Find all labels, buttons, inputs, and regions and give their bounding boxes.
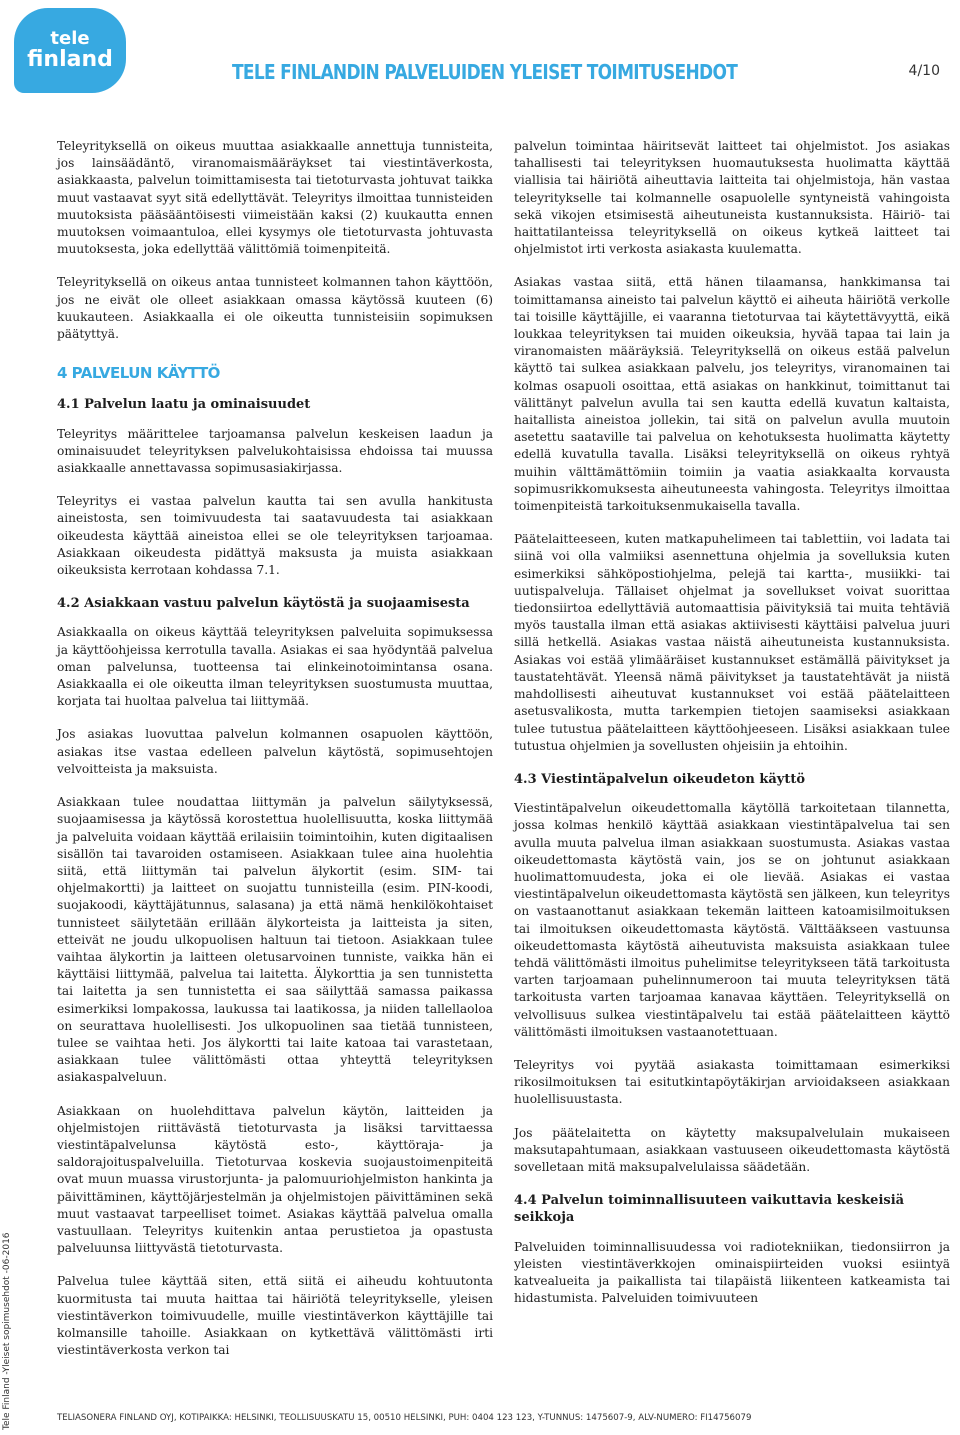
paragraph: Viestintäpalvelun oikeudettomalla käytöllä tarkoitetaan tilannetta, jossa kolmas henkilö käyttää asiakkaan viestintäpalvelua tai sen avulla muuta palvelua ilman asiakkaan suostumusta. Asiakas vastaa oikeudettomasta käytöstä vain, jos se on johtunut asiakkaan huolimattomuudesta, joka ei ole lievää. Asiakas ei vastaa viestintäpalvelun oikeudettomasta käytöstä sen jälkeen, kun teleyritys on vastaanottanut asiakkaan tekemän laitteen katoamisilmoituksen tai ilmoituksen oikeudettomasta käytöstä. Välttääkseen vastuunsa oikeudettomasta käytöstä aiheutuvista maksuista asiakkaan tulee tehdä välittömästi ilmoitus puhelimitse teleyritykseen tätä tarkoitusta varten tarjoamaan puhelinnumeroon tai muuta teleyrityksen tätä tarkoitusta varten tarjoamaa kanavaa käyttäen. Teleyrityksellä on velvollisuus sulkea viestintäpalvelu tai estää päätelaitteen käyttö välittömästi ilmoituksen vastaanotettuaan.	[514, 801, 950, 1039]
company-footer: TELIASONERA FINLAND OYJ, KOTIPAIKKA: HELSINKI, TEOLLISUUSKATU 15, 00510 HELSINKI, PUH: 0404 123 123, Y-TUNNUS: 1475607-9, ALV-NUMERO: FI14756079	[57, 1413, 752, 1423]
paragraph: Päätelaitteeseen, kuten matkapuhelimeen tai tablettiin, voi ladata tai siinä voi olla valmiiksi asennettuna ohjelmia ja sovelluksia kuten esimerkiksi sähköpostiohjelma, pelejä tai kartta-, musiikki- tai uutispalveluja. Tällaiset ohjelmat ja sovellukset voivat suorittaa tiedonsiirtoa edellyttäviä automaattisia päivityksiä tai muita tehtäviä myös taustalla ilman että asiakas aktiivisesti käyttäisi palvelua juuri sillä hetkellä. Asiakas vastaa näistä aiheutuneista kustannuksista. Asiakas voi estää ylimääräiset kustannukset estämällä päivitykset ja taustatehtävät. Yleensä nämä päivitykset ja taustatehtävät ja niistä mahdollisesti aiheutuvat kustannukset voi estää päätelaitteen asetusvalikosta, mutta tarkempien tietojen saamiseksi asiakkaan tulee tutustua päätelaitteen käyttöohjeeseen. Lisäksi asiakkaan tulee tutustua ohjelmien ja sovellusten ohjeisiin ja ehtoihin.	[514, 532, 950, 753]
paragraph: Teleyritys ei vastaa palvelun kautta tai sen avulla hankitusta aineistosta, sen toimivuudesta tai saatavuudesta tai asiakkaan oikeudesta käyttää aineistoa ellei se ole teleyrityksen tarjoamaa. Asiakkaan oikeudesta pidättyä maksusta ja muista asiakkaan oikeuksista kerrotaan kohdassa 7.1.	[57, 494, 493, 578]
paragraph: Teleyrityksellä on oikeus antaa tunnisteet kolmannen tahon käyttöön, jos ne eivät ole olleet asiakkaan omassa käytössä kuuteen (6) kuukauteen. Asiakkaalla ei ole oikeutta tunnisteisiin sopimuksen päätyttyä.	[57, 275, 493, 342]
logo-line-1: tele	[50, 28, 90, 49]
paragraph: palvelun toimintaa häiritsevät laitteet tai ohjelmistot. Jos asiakas tahallisesti tai teleyrityksen huomautuksesta huolimatta käyttää viallisia tai häiriötä aiheuttavia laitteita tai ohjelmistoja, hän vastaa teleyritykselle tai kolmannelle osapuolelle syntyneistä vahingoista sekä vikojen etsimisestä aiheutuneista kustannuksista. Häiriö- tai haittatilanteissa teleyrityksellä on oikeus kytkeä laitteet tai ohjelmistot irti verkosta asiakasta kuulematta.	[514, 139, 950, 257]
logo-line-2: finland	[27, 47, 113, 72]
paragraph: Palveluiden toiminnallisuudessa voi radiotekniikan, tiedonsiirron ja yleisten viestintäverkkojen ominaispiirteiden vuoksi esiintyä katvealueita ja paikallista tai tilapäistä liikenteen katkeamista tai hidastumista. Palveluiden toimivuuteen	[514, 1239, 950, 1306]
subsection-heading: 4.3 Viestintäpalvelun oikeudeton käyttö	[514, 771, 806, 787]
paragraph: Teleyrityksellä on oikeus muuttaa asiakkaalle annettuja tunnisteita, jos lainsäädäntö, viranomaismääräykset tai viestintäverkosta, asiakkaasta, palvelun toimittamisesta tai tietoturvasta johtuvat taikka muut vastaavat syyt sitä edellyttävät. Teleyritys ilmoittaa tunnisteiden muutoksista pääsääntöisesti viimeistään kaksi (2) kuukautta ennen muutoksen voimaantuloa, ellei kysymys ole tietoturvasta johtuvasta muutoksesta, joka edellyttää välittömiä toimenpiteitä.	[57, 139, 493, 257]
subsection-heading: 4.1 Palvelun laatu ja ominaisuudet	[57, 397, 311, 413]
paragraph: Teleyritys määrittelee tarjoamansa palvelun keskeisen laadun ja ominaisuudet teleyrityksen palvelukohtaisissa ehdoissa tai muussa asiakkaalle annettavassa sopimusasiakirjassa.	[57, 426, 493, 476]
page-number: 4/10	[908, 63, 940, 79]
side-note: Tele Finland -Yleiset sopimusehdot -06-2016	[2, 1232, 12, 1430]
subsection-heading: 4.2 Asiakkaan vastuu palvelun käytöstä ja suojaamisesta	[57, 596, 470, 612]
right-column	[514, 138, 950, 1323]
tele-finland-logo	[14, 8, 126, 93]
section-heading: 4 PALVELUN KÄYTTÖ	[57, 364, 220, 383]
paragraph: Asiakkaan on huolehdittava palvelun käytön, laitteiden ja ohjelmistojen riittävästä tietoturvasta ja lisäksi tarvittaessa viestintäpalvelunsa käytöstä esto-, käyttöraja- ja saldorajoituspalveluilla. Tietoturvaa koskevia suojaustoimenpiteitä ovat muun muassa virustorjunta- ja palomuuriohjelmiston hankinta ja päivittäminen, käyttöjärjestelmän ja ohjelmistojen päivittäminen sekä muut vastaavat tarpeelliset toimet. Asiakas käyttää palvelua omalla vastuullaan. Teleyritys kuitenkin antaa perustietoa ja opastusta palveluunsa liittyvästä tietoturvasta.	[57, 1103, 493, 1256]
paragraph: Asiakkaalla on oikeus käyttää teleyrityksen palveluita sopimuksessa ja käyttöohjeissa kerrotulla tavalla. Asiakas ei saa hyödyntää palvelua oman palvelunsa, tuotteensa tai elinkeinotoimintansa osana. Asiakkaalla ei ole oikeutta ilman teleyrityksen suostumusta muuttaa, korjata tai huoltaa palvelua tai liittymää.	[57, 625, 493, 709]
paragraph: Teleyritys voi pyytää asiakasta toimittamaan esimerkiksi rikosilmoituksen tai esitutkintapöytäkirjan arvioidakseen asiakkaan huolellisuustasta.	[514, 1057, 950, 1107]
document-title: TELE FINLANDIN PALVELUIDEN YLEISET TOIMITUSEHDOT	[232, 60, 738, 84]
subsection-heading: 4.4 Palvelun toiminnallisuuteen vaikuttavia keskeisiä seikkoja	[514, 1193, 905, 1226]
left-column	[57, 138, 493, 1375]
paragraph: Jos asiakas luovuttaa palvelun kolmannen osapuolen käyttöön, asiakas itse vastaa edelleen palvelun käytöstä, sopimusehtojen velvoitteista ja maksuista.	[57, 727, 493, 776]
paragraph: Asiakkaan tulee noudattaa liittymän ja palvelun säilytyksessä, suojaamisessa ja käytössä korostettua huolellisuutta, koska liittymää ja palveluita voidaan käyttää erilaisiin toimintoihin, kuten digitaalisen sisällön tai tavaroiden ostamiseen. Asiakkaan tulee aina huolehtia siitä, että liittymän tai palvelun älykortit (esim. SIM- tai ohjelmakortti) ja laitteet on suojattu tunnisteilla (esim. PIN-koodi, suojakoodi, käyttäjätunnus, salasana) ja että nämä henkilökohtaiset tunnisteet säilytetään erillään älykorteista ja laitteista ja siten, etteivät ne joudu ulkopuolisen haltuun tai tietoon. Asiakkaan tulee vaihtaa älykortin ja laitteen oletusarvoinen tunniste, vaikka hän ei käyttäisi liittymää, palvelua tai laitetta. Älykorttia ja sen tunnistetta tai laitetta ja sen tunnistetta ei saa säilyttää samassa paikassa esimerkiksi lompakossa, laukussa tai laatikossa, ja niiden tallellaoloa on seurattava huolellisesti. Jos ulkopuolinen saa tietää tunnisteen, tulee se vaihtaa heti. Jos älykortti tai laite katoaa tai varastetaan, asiakkaan tulee välittömästi ottaa yhteyttä teleyrityksen asiakaspalveluun.	[57, 795, 493, 1085]
paragraph: Jos päätelaitetta on käytetty maksupalvelulain mukaiseen maksutapahtumaan, asiakkaan vastuuseen oikeudettomasta käytöstä sovelletaan mitä maksupalvelulaissa säädetään.	[514, 1125, 950, 1174]
paragraph: Asiakas vastaa siitä, että hänen tilaamansa, hankkimansa tai toimittamansa aineisto tai palvelun käyttö ei aiheuta häiriötä verkolle tai toisille käyttäjille, ei vaaranna tietoturvaa tai käytettävyyttä, eikä loukkaa teleyrityksen tai muiden oikeuksia, hyvää tapaa tai lain ja viranomaisten määräyksiä. Teleyrityksellä on oikeus estää palvelun käyttö tai sulkea asiakkaan palvelu, jos teleyritys, viranomainen tai kolmas osapuoli osoittaa, että asiakas on hankkinut, toimittanut tai välittänyt palvelun avulla tai sen kautta edellä kuvatun kaltaista, haitallista aineistoa jollekin, tai sitä on palvelun avulla muutoin asetettu saataville tai palvelua on kehotuksesta huolimatta käytetty edellä kuvatulla tavalla. Lisäksi teleyrityksellä on oikeus ryhtyä muihin välttämättömiin toimiin ja vaatia asiakkaalta korvausta sopimusrikkomuksesta aiheutuneesta vahingosta. Teleyritys ilmoittaa toimenpiteistä tarkoituksenmukaisella tavalla.	[514, 275, 950, 514]
paragraph: Palvelua tulee käyttää siten, että siitä ei aiheudu kohtuutonta kuormitusta tai muuta haittaa tai häiriötä teleyritykselle, yleisen viestintäverkon toimivuudelle, muille viestintäverkon käyttäjille tai kolmansille tahoille. Asiakkaan on kytkettävä välittömästi irti viestintäverkosta verkon tai	[57, 1274, 493, 1358]
